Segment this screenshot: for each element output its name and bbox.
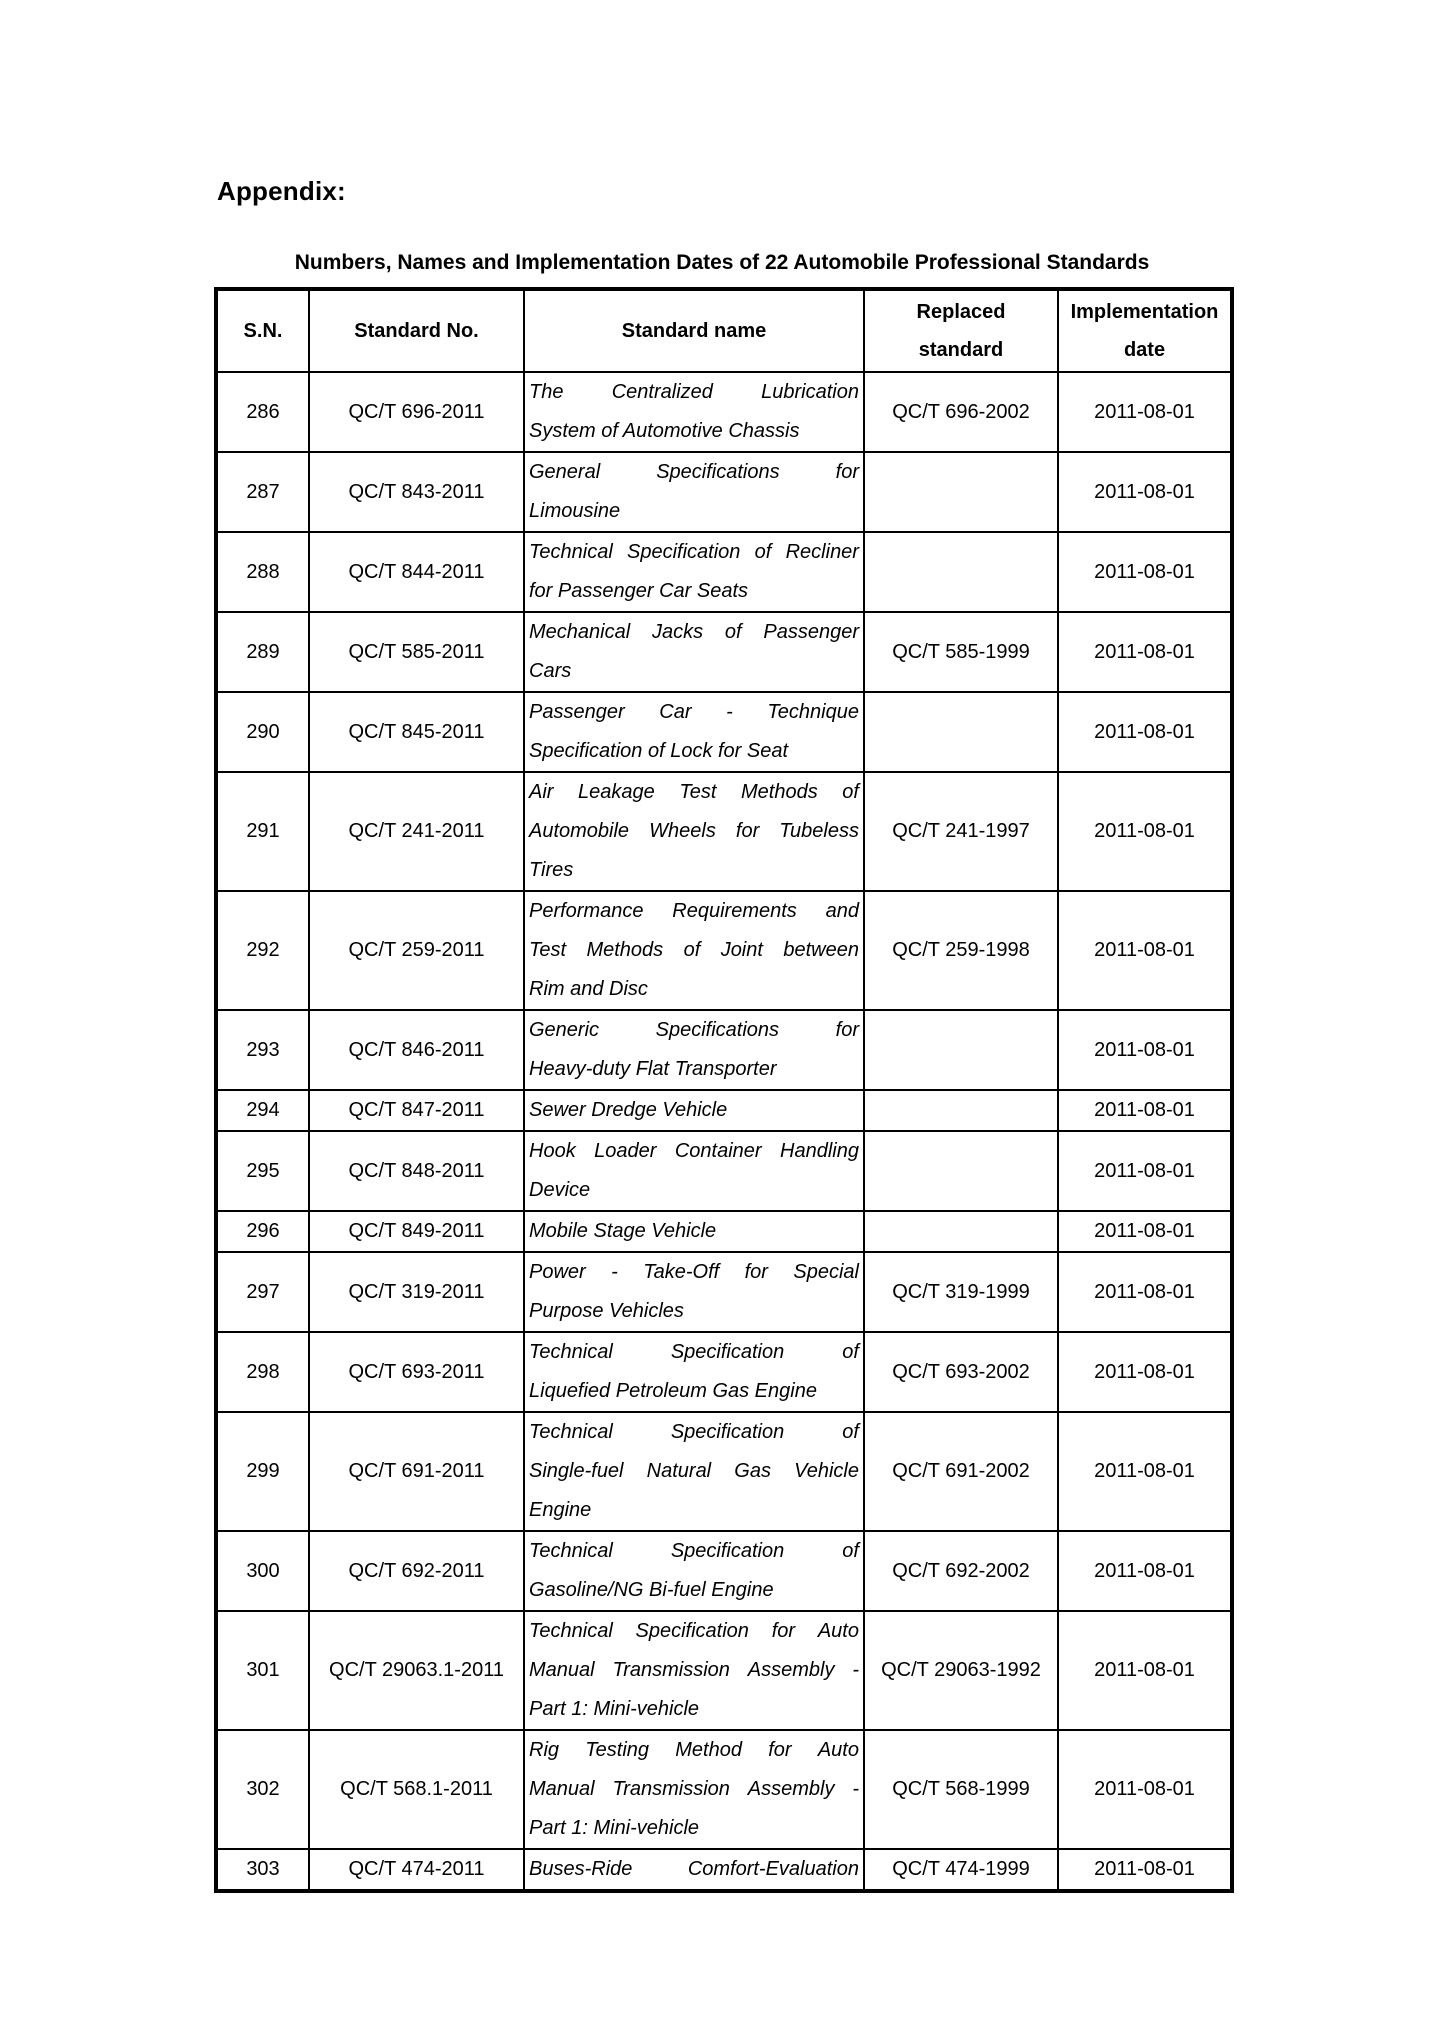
cell-standard-name: Mobile Stage Vehicle [524, 1211, 864, 1252]
cell-implementation-date: 2011-08-01 [1058, 612, 1232, 692]
cell-replaced-standard: QC/T 693-2002 [864, 1332, 1058, 1412]
cell-serial-number: 289 [216, 612, 309, 692]
cell-replaced-standard: QC/T 474-1999 [864, 1849, 1058, 1891]
cell-standard-no: QC/T 241-2011 [309, 772, 524, 891]
cell-implementation-date: 2011-08-01 [1058, 1252, 1232, 1332]
cell-standard-no: QC/T 848-2011 [309, 1131, 524, 1211]
cell-serial-number: 294 [216, 1090, 309, 1131]
table-row [216, 612, 1232, 692]
appendix-heading: Appendix: [217, 176, 346, 206]
cell-replaced-standard: QC/T 692-2002 [864, 1531, 1058, 1611]
cell-implementation-date: 2011-08-01 [1058, 891, 1232, 1010]
cell-standard-no: QC/T 691-2011 [309, 1412, 524, 1531]
cell-implementation-date: 2011-08-01 [1058, 1010, 1232, 1090]
cell-standard-name: Technical Specification of Liquefied Petroleum Gas Engine [524, 1332, 864, 1412]
cell-serial-number: 297 [216, 1252, 309, 1332]
header-standard-name: Standard name [524, 289, 864, 372]
table-header-row [216, 289, 1232, 372]
cell-standard-no: QC/T 849-2011 [309, 1211, 524, 1252]
cell-replaced-standard: QC/T 568-1999 [864, 1730, 1058, 1849]
cell-standard-name: Rig Testing Method for Auto Manual Transmission Assembly - Part 1: Mini-vehicle [524, 1730, 864, 1849]
cell-replaced-standard [864, 692, 1058, 772]
cell-serial-number: 298 [216, 1332, 309, 1412]
cell-serial-number: 303 [216, 1849, 309, 1891]
cell-standard-name: General Specifications for Limousine [524, 452, 864, 532]
cell-implementation-date: 2011-08-01 [1058, 1412, 1232, 1531]
cell-serial-number: 302 [216, 1730, 309, 1849]
cell-standard-name: Passenger Car - Technique Specification of Lock for Seat [524, 692, 864, 772]
cell-serial-number: 287 [216, 452, 309, 532]
cell-serial-number: 296 [216, 1211, 309, 1252]
table-row [216, 1211, 1232, 1252]
cell-replaced-standard [864, 1010, 1058, 1090]
cell-serial-number: 292 [216, 891, 309, 1010]
cell-standard-name: Technical Specification for Auto Manual Transmission Assembly - Part 1: Mini-vehicle [524, 1611, 864, 1730]
cell-serial-number: 299 [216, 1412, 309, 1531]
cell-standard-name: Buses-Ride Comfort-Evaluation [524, 1849, 864, 1891]
cell-implementation-date: 2011-08-01 [1058, 532, 1232, 612]
cell-standard-name: Generic Specifications for Heavy-duty Flat Transporter [524, 1010, 864, 1090]
cell-standard-name: Technical Specification of Single-fuel Natural Gas Vehicle Engine [524, 1412, 864, 1531]
cell-replaced-standard [864, 1090, 1058, 1131]
cell-replaced-standard [864, 532, 1058, 612]
cell-serial-number: 300 [216, 1531, 309, 1611]
table-row [216, 692, 1232, 772]
cell-standard-name: Sewer Dredge Vehicle [524, 1090, 864, 1131]
cell-standard-name: Power - Take-Off for Special Purpose Vehicles [524, 1252, 864, 1332]
cell-serial-number: 290 [216, 692, 309, 772]
cell-standard-name: Air Leakage Test Methods of Automobile Wheels for Tubeless Tires [524, 772, 864, 891]
table-row [216, 1849, 1232, 1891]
table-row [216, 1252, 1232, 1332]
cell-implementation-date: 2011-08-01 [1058, 372, 1232, 452]
cell-standard-no: QC/T 847-2011 [309, 1090, 524, 1131]
cell-replaced-standard [864, 1211, 1058, 1252]
cell-standard-no: QC/T 696-2011 [309, 372, 524, 452]
cell-implementation-date: 2011-08-01 [1058, 1332, 1232, 1412]
table-row [216, 1730, 1232, 1849]
cell-serial-number: 295 [216, 1131, 309, 1211]
cell-standard-name: Technical Specification of Gasoline/NG Bi-fuel Engine [524, 1531, 864, 1611]
cell-standard-no: QC/T 585-2011 [309, 612, 524, 692]
cell-standard-no: QC/T 29063.1-2011 [309, 1611, 524, 1730]
cell-implementation-date: 2011-08-01 [1058, 452, 1232, 532]
table-row [216, 1010, 1232, 1090]
cell-implementation-date: 2011-08-01 [1058, 1131, 1232, 1211]
standards-table [214, 287, 1234, 1893]
cell-implementation-date: 2011-08-01 [1058, 1611, 1232, 1730]
table-row [216, 1611, 1232, 1730]
cell-replaced-standard [864, 1131, 1058, 1211]
cell-implementation-date: 2011-08-01 [1058, 1211, 1232, 1252]
table-row [216, 372, 1232, 452]
cell-replaced-standard: QC/T 319-1999 [864, 1252, 1058, 1332]
cell-standard-no: QC/T 846-2011 [309, 1010, 524, 1090]
cell-standard-no: QC/T 843-2011 [309, 452, 524, 532]
cell-serial-number: 291 [216, 772, 309, 891]
cell-replaced-standard: QC/T 691-2002 [864, 1412, 1058, 1531]
cell-standard-name: Performance Requirements and Test Methods of Joint between Rim and Disc [524, 891, 864, 1010]
header-standard-no: Standard No. [309, 289, 524, 372]
table-row [216, 1090, 1232, 1131]
cell-implementation-date: 2011-08-01 [1058, 1849, 1232, 1891]
header-replaced-standard: Replaced standard [864, 289, 1058, 372]
cell-replaced-standard: QC/T 241-1997 [864, 772, 1058, 891]
cell-standard-no: QC/T 845-2011 [309, 692, 524, 772]
cell-replaced-standard: QC/T 696-2002 [864, 372, 1058, 452]
cell-implementation-date: 2011-08-01 [1058, 1090, 1232, 1131]
cell-standard-name: The Centralized Lubrication System of Automotive Chassis [524, 372, 864, 452]
cell-serial-number: 286 [216, 372, 309, 452]
cell-standard-no: QC/T 259-2011 [309, 891, 524, 1010]
cell-standard-name: Hook Loader Container Handling Device [524, 1131, 864, 1211]
cell-replaced-standard: QC/T 29063-1992 [864, 1611, 1058, 1730]
cell-standard-no: QC/T 568.1-2011 [309, 1730, 524, 1849]
table-row [216, 1531, 1232, 1611]
cell-serial-number: 293 [216, 1010, 309, 1090]
cell-standard-no: QC/T 319-2011 [309, 1252, 524, 1332]
table-row [216, 532, 1232, 612]
cell-implementation-date: 2011-08-01 [1058, 1730, 1232, 1849]
cell-standard-no: QC/T 474-2011 [309, 1849, 524, 1891]
cell-implementation-date: 2011-08-01 [1058, 692, 1232, 772]
header-sn: S.N. [216, 289, 309, 372]
cell-standard-no: QC/T 844-2011 [309, 532, 524, 612]
header-implementation-date: Implementation date [1058, 289, 1232, 372]
cell-standard-name: Technical Specification of Recliner for Passenger Car Seats [524, 532, 864, 612]
cell-serial-number: 288 [216, 532, 309, 612]
cell-implementation-date: 2011-08-01 [1058, 1531, 1232, 1611]
table-title: Numbers, Names and Implementation Dates of 22 Automobile Professional Standards [294, 251, 1150, 274]
cell-implementation-date: 2011-08-01 [1058, 772, 1232, 891]
table-row [216, 1131, 1232, 1211]
cell-standard-no: QC/T 692-2011 [309, 1531, 524, 1611]
table-row [216, 452, 1232, 532]
table-row [216, 1332, 1232, 1412]
cell-standard-name: Mechanical Jacks of Passenger Cars [524, 612, 864, 692]
table-row [216, 772, 1232, 891]
cell-serial-number: 301 [216, 1611, 309, 1730]
cell-replaced-standard: QC/T 259-1998 [864, 891, 1058, 1010]
cell-replaced-standard: QC/T 585-1999 [864, 612, 1058, 692]
cell-replaced-standard [864, 452, 1058, 532]
table-row [216, 1412, 1232, 1531]
table-row [216, 891, 1232, 1010]
cell-standard-no: QC/T 693-2011 [309, 1332, 524, 1412]
